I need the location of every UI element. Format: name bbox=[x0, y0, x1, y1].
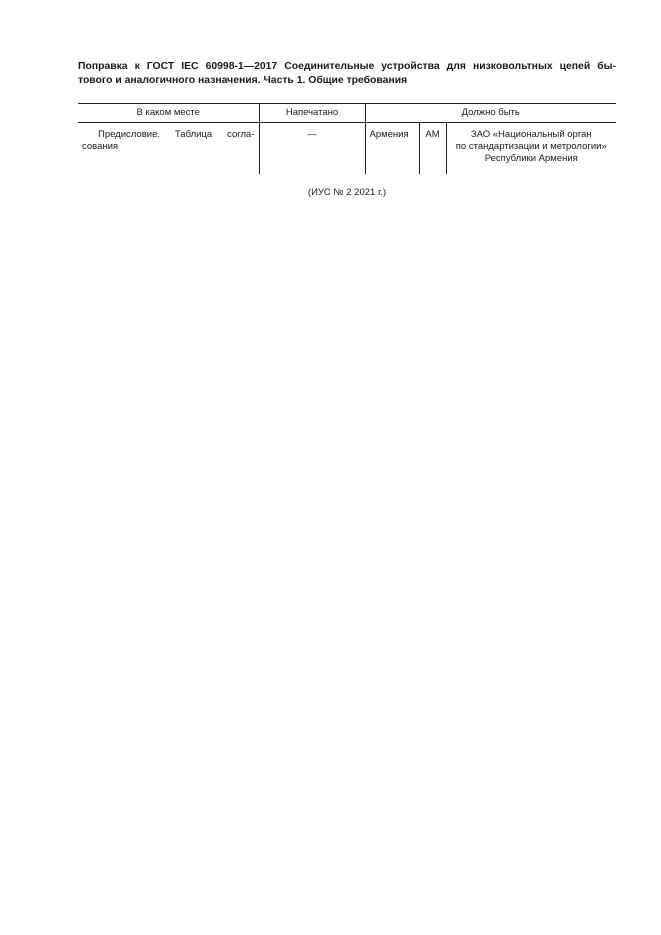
org-line-1: ЗАО «Национальный орган bbox=[470, 129, 592, 140]
amendment-title bbox=[78, 60, 616, 88]
header-should-be: Должно быть bbox=[365, 104, 616, 123]
cell-where: Предисловие. Таблица согла-сования bbox=[82, 129, 255, 152]
cell-printed: — bbox=[259, 123, 365, 175]
header-printed: Напечатано bbox=[259, 104, 365, 123]
table-header-row bbox=[78, 104, 616, 123]
cell-country: Армения bbox=[365, 123, 419, 175]
org-line-3: Республики Армения bbox=[484, 153, 578, 164]
table-row bbox=[78, 123, 616, 175]
cell-organization bbox=[446, 123, 616, 175]
cell-country-code: AM bbox=[419, 123, 446, 175]
header-where: В каком месте bbox=[78, 104, 259, 123]
title-line-2: тового и аналогичного назначения. Часть 1. Общие требования bbox=[78, 75, 408, 86]
publication-reference: (ИУС № 2 2021 г.) bbox=[307, 187, 387, 198]
org-line-2: по стандартизации и метрологии» bbox=[455, 141, 607, 152]
title-line-1: Поправка к ГОСТ IEC 60998-1—2017 Соединительные устройства для низковольтных цепей бы- bbox=[78, 61, 616, 72]
amendment-table bbox=[78, 103, 616, 174]
